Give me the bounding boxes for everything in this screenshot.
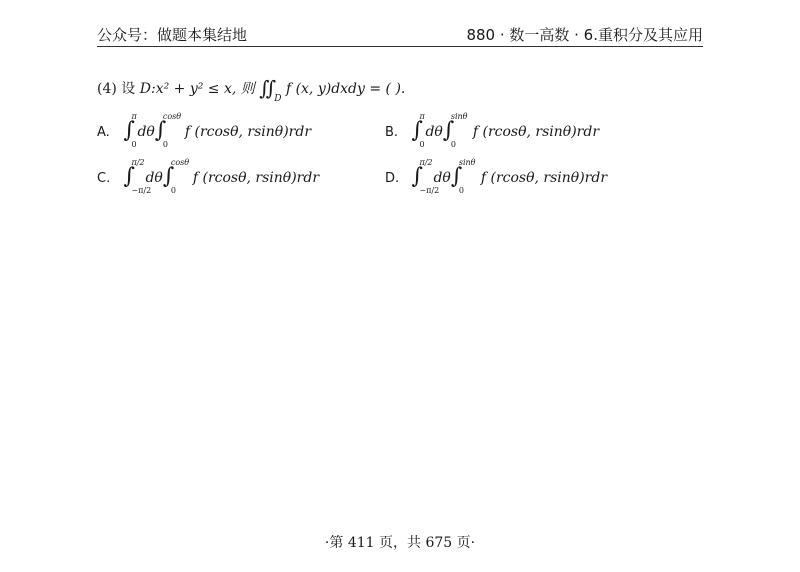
option-integrand: f (rcosθ, rsinθ)rdr — [184, 124, 312, 140]
inner-integral: ∫ sinθ 0 — [442, 112, 468, 149]
question-prefix: 设 — [121, 81, 136, 97]
integral-domain-sub: D — [274, 94, 282, 104]
dtheta: dθ — [433, 170, 451, 186]
dtheta: dθ — [425, 124, 443, 140]
inner-integral: ∫ cosθ 0 — [154, 112, 182, 149]
option-a[interactable] — [97, 112, 312, 149]
option-integrand: f (rcosθ, rsinθ)rdr — [480, 170, 608, 186]
inner-integral: ∫ sinθ 0 — [450, 158, 476, 195]
option-c[interactable] — [97, 158, 320, 195]
page-footer: ·第 411 页，共 675 页· — [324, 535, 476, 551]
question-domain: D:x² + y² ≤ x, 则 — [139, 81, 255, 97]
option-b[interactable] — [385, 112, 600, 149]
page-header — [97, 22, 703, 47]
dtheta: dθ — [137, 124, 155, 140]
option-integrand: f (rcosθ, rsinθ)rdr — [192, 170, 320, 186]
option-label: A. — [97, 125, 110, 140]
option-d[interactable] — [385, 158, 608, 195]
outer-integral: ∫ π 0 — [411, 112, 425, 149]
header-section: 880 · 数一高数 · 6.重积分及其应用 — [466, 26, 703, 44]
dtheta: dθ — [145, 170, 163, 186]
inner-integral: ∫ cosθ 0 — [162, 158, 190, 195]
question-number: (4) — [97, 81, 117, 97]
header-source: 公众号：做题本集结地 — [97, 26, 248, 44]
question-stem — [97, 74, 406, 104]
question-integrand: f (x, y)dxdy = ( ). — [285, 81, 406, 97]
option-label: D. — [385, 171, 400, 186]
outer-integral: ∫ π/2 −π/2 — [411, 158, 440, 195]
double-integral-sign: ∬ — [259, 76, 277, 100]
option-label: B. — [385, 125, 399, 140]
option-integrand: f (rcosθ, rsinθ)rdr — [472, 124, 600, 140]
option-label: C. — [97, 171, 111, 186]
outer-integral: ∫ π 0 — [123, 112, 137, 149]
outer-integral: ∫ π/2 −π/2 — [123, 158, 152, 195]
